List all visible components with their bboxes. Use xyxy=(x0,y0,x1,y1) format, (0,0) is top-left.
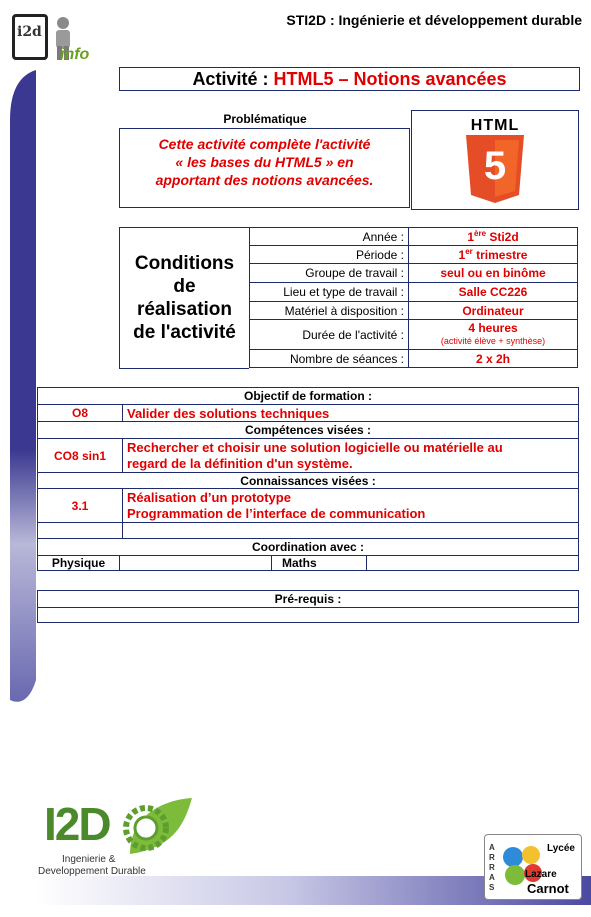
condition-value: 1ère Sti2d xyxy=(409,228,578,246)
table-row xyxy=(38,489,579,523)
conditions-heading-1: Conditions xyxy=(134,253,235,274)
condition-label: Groupe de travail : xyxy=(250,264,409,283)
conditions-heading-2: de xyxy=(173,276,196,297)
html5-logo-word: HTML xyxy=(470,117,520,134)
logo-text-i2d: i2d xyxy=(17,24,42,40)
conditions-heading-3: réalisation xyxy=(136,299,233,320)
condition-value: 4 heures (activité élève + synthèse) xyxy=(409,320,578,350)
lycee-text-2: Lazare xyxy=(525,869,557,880)
empty-cell xyxy=(367,556,579,571)
prerequis-table xyxy=(37,590,579,623)
conditions-table xyxy=(249,227,578,368)
objectif-text: Valider des solutions techniques xyxy=(123,405,579,422)
condition-value: 2 x 2h xyxy=(409,350,578,368)
table-row xyxy=(38,591,579,608)
i2d-logo-sub-1: Ingenierie & xyxy=(62,854,116,865)
prerequis-title: Pré-requis : xyxy=(38,591,579,608)
problematique-box xyxy=(119,128,410,208)
conditions-heading xyxy=(119,227,249,369)
html5-shield-digit: 5 xyxy=(483,144,507,188)
table-row xyxy=(250,246,578,264)
empty-cell xyxy=(123,523,579,539)
table-row xyxy=(38,439,579,473)
conditions-heading-4: de l'activité xyxy=(133,322,236,343)
condition-label: Lieu et type de travail : xyxy=(250,283,409,302)
gear-leaf-icon xyxy=(122,796,194,856)
table-row xyxy=(250,264,578,283)
html5-logo-box xyxy=(411,110,579,210)
table-row xyxy=(38,539,579,556)
coordination-maths: Maths xyxy=(272,556,367,571)
activity-prefix: Activité : xyxy=(192,69,274,89)
table-row xyxy=(38,523,579,539)
table-row xyxy=(250,350,578,368)
formation-table xyxy=(37,387,579,539)
activity-title-box xyxy=(119,67,580,91)
lycee-text-3: Carnot xyxy=(527,881,569,896)
lycee-vertical-text: ARRAS xyxy=(489,843,495,892)
problematique-line-1: Cette activité complète l'activité xyxy=(158,136,371,152)
connaissances-code: 3.1 xyxy=(38,489,123,523)
table-row xyxy=(250,283,578,302)
table-row xyxy=(250,228,578,246)
condition-value: Ordinateur xyxy=(409,302,578,320)
table-row xyxy=(250,320,578,350)
condition-value: seul ou en binôme xyxy=(409,264,578,283)
condition-label: Durée de l'activité : xyxy=(250,320,409,350)
table-row xyxy=(38,556,579,571)
i2d-logo-sub-2: Developpement Durable xyxy=(38,866,146,877)
i2d-logo-text: I2D xyxy=(44,798,110,850)
objectif-title: Objectif de formation : xyxy=(38,388,579,405)
condition-value: 1er trimestre xyxy=(409,246,578,264)
empty-cell xyxy=(38,523,123,539)
table-row xyxy=(250,302,578,320)
competences-text: Rechercher et choisir une solution logicielle ou matérielle au regard de la définition d'un système. xyxy=(123,439,579,473)
competences-code: CO8 sin1 xyxy=(38,439,123,473)
coordination-title: Coordination avec : xyxy=(38,539,579,556)
condition-label: Matériel à disposition : xyxy=(250,302,409,320)
table-row xyxy=(38,473,579,489)
lycee-text-1: Lycée xyxy=(547,843,575,854)
problematique-line-2: « les bases du HTML5 » en xyxy=(175,154,354,170)
coordination-physique: Physique xyxy=(38,556,120,571)
i2d-info-logo xyxy=(12,14,102,69)
condition-label: Période : xyxy=(250,246,409,264)
page-header-title: STI2D : Ingénierie et développement durable xyxy=(286,12,582,28)
condition-value: Salle CC226 xyxy=(409,283,578,302)
condition-label: Nombre de séances : xyxy=(250,350,409,368)
i2d-footer-logo xyxy=(36,796,196,881)
lycee-logo xyxy=(484,834,582,900)
problematique-label: Problématique xyxy=(223,112,307,126)
coordination-table xyxy=(37,538,579,571)
empty-cell xyxy=(38,608,579,623)
problematique-line-3: apportant des notions avancées. xyxy=(155,172,374,188)
table-row xyxy=(38,422,579,439)
empty-cell xyxy=(120,556,272,571)
table-row xyxy=(38,608,579,623)
condition-label: Année : xyxy=(250,228,409,246)
objectif-code: O8 xyxy=(38,405,123,422)
table-row xyxy=(38,405,579,422)
connaissances-text: Réalisation d’un prototype Programmation de l’interface de communication xyxy=(123,489,579,523)
competences-title: Compétences visées : xyxy=(38,422,579,439)
activity-name: HTML5 – Notions avancées xyxy=(273,69,507,89)
table-row xyxy=(38,388,579,405)
connaissances-title: Connaissances visées : xyxy=(38,473,579,489)
logo-text-info: info xyxy=(60,46,90,63)
